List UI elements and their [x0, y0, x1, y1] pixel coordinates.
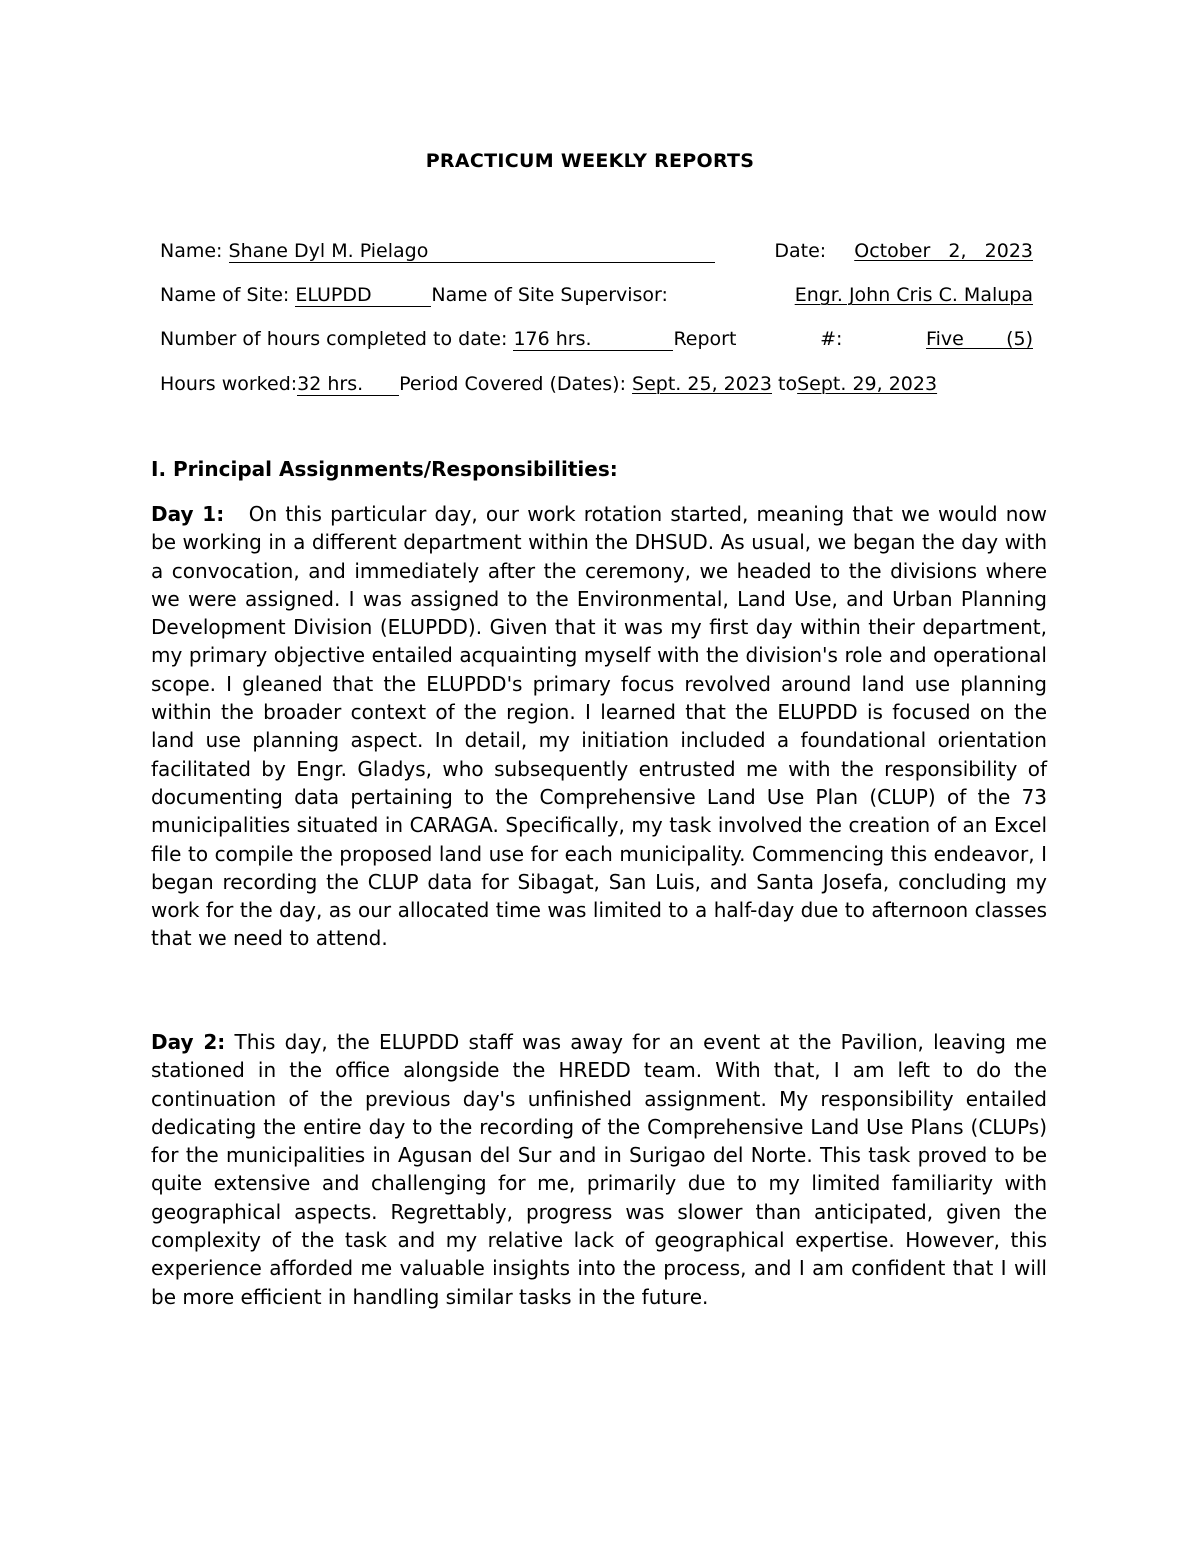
day-2-label: Day 2:: [151, 1030, 226, 1054]
hours-worked-label: Hours worked:: [160, 373, 298, 395]
day-1-text: On this particular day, our work rotation started, meaning that we would now be working in a different department within the DHSUD. As usual, we began the day with a convocation, and immediately after the ceremony, we headed to the divisions where we were assigned. I was assigned to the Environmental, Land Use, and Urban Planning Development Division (ELUPDD). Given that it was my first day within their department, my primary objective entailed acquainting myself with the division's role and operational scope. I gleaned that the ELUPDD's primary focus revolved around land use planning within the broader context of the region. I learned that the ELUPDD is focused on the land use planning aspect. In detail, my initiation included a foundational orientation facilitated by Engr. Gladys, who subsequently entrusted me with the responsibility of documenting data pertaining to the Comprehensive Land Use Plan (CLUP) of the 73 municipalities situated in CARAGA. Specifically, my task involved the creation of an Excel file to compile the proposed land use for each municipality. Commencing this endeavor, I began recording the CLUP data for Sibagat, San Luis, and Santa Josefa, concluding my work for the day, as our allocated time was limited to a half-day due to afternoon classes that we need to attend.: [151, 502, 1047, 951]
period-start: Sept. 25, 2023: [632, 373, 772, 395]
supervisor-value: Engr. John Cris C. Malupa: [794, 284, 1033, 306]
period-end: Sept. 29, 2023: [797, 373, 938, 395]
site-value: ELUPDD: [295, 284, 431, 307]
site-supervisor-row: [160, 282, 1033, 308]
name-value: Shane Dyl M. Pielago: [229, 240, 715, 263]
period-row: [160, 371, 1033, 397]
section-heading: I. Principal Assignments/Responsibilities:: [151, 457, 618, 481]
supervisor-label: Name of Site Supervisor:: [431, 284, 668, 306]
report-hash: #:: [820, 328, 843, 350]
hours-completed-label: Number of hours completed to date:: [160, 328, 508, 350]
name-label: Name:: [160, 240, 223, 262]
day-1-label: Day 1:: [151, 502, 225, 526]
site-label: Name of Site:: [160, 284, 290, 306]
date-label: Date:: [774, 240, 827, 262]
report-value: Five (5): [926, 328, 1033, 350]
period-to: to: [778, 373, 798, 395]
date-value: October 2, 2023: [854, 240, 1033, 262]
hours-worked-value: 32 hrs.: [297, 373, 399, 396]
day-1-paragraph: [151, 500, 1047, 953]
period-label: Period Covered (Dates):: [399, 373, 626, 395]
report-label: Report: [673, 328, 737, 350]
name-date-row: [160, 238, 1033, 264]
day-2-paragraph: [151, 1028, 1047, 1311]
day-2-text: This day, the ELUPDD staff was away for an event at the Pavilion, leaving me stationed in the office alongside the HREDD team. With that, I am left to do the continuation of the previous day's unfinished assignment. My responsibility entailed dedicating the entire day to the recording of the Comprehensive Land Use Plans (CLUPs) for the municipalities in Agusan del Sur and in Surigao del Norte. This task proved to be quite extensive and challenging for me, primarily due to my limited familiarity with geographical aspects. Regrettably, progress was slower than anticipated, given the complexity of the task and my relative lack of geographical expertise. However, this experience afforded me valuable insights into the process, and I am confident that I will be more efficient in handling similar tasks in the future.: [151, 1030, 1047, 1309]
hours-completed-value: 176 hrs.: [513, 328, 673, 351]
page-title: PRACTICUM WEEKLY REPORTS: [425, 150, 755, 172]
hours-report-row: [160, 326, 1033, 352]
